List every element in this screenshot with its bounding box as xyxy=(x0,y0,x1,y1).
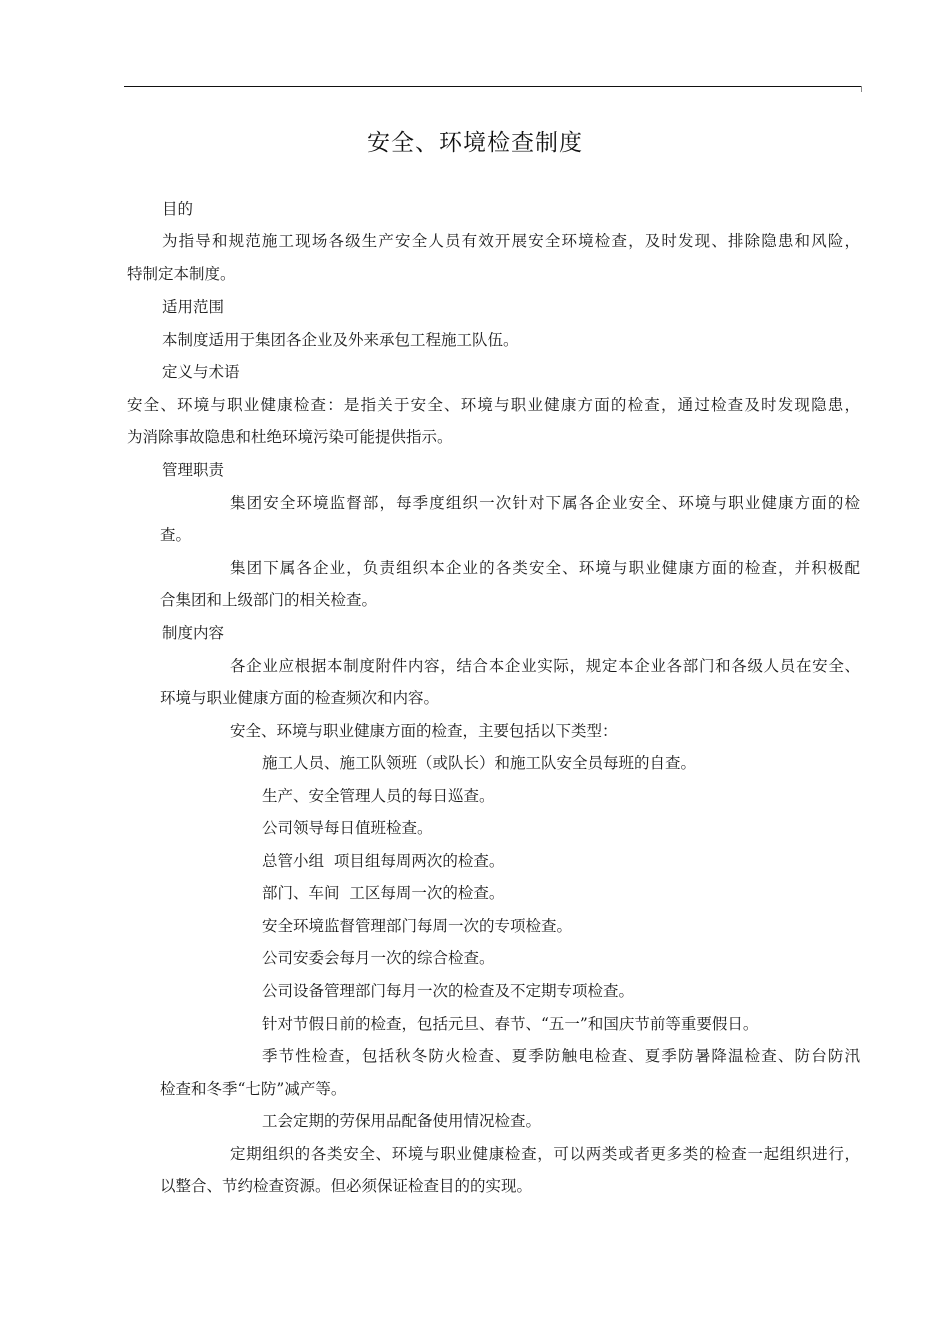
scope-text: 本制度适用于集团各企业及外来承包工程施工队伍。 xyxy=(162,331,519,349)
check-type-item: 公司安委会每月一次的综合检查。 xyxy=(262,949,495,967)
definition-text-line-2: 为消除事故隐患和杜绝环境污染可能提供指示。 xyxy=(127,428,453,446)
purpose-text-line-2: 特制定本制度。 xyxy=(127,265,236,283)
duty-2-line-1: 集团下属各企业，负责组织本企业的各类安全、环境与职业健康方面的检查，并积极配 xyxy=(230,559,860,577)
check-type-item: 公司领导每日值班检查。 xyxy=(262,819,433,837)
header-rule-tick xyxy=(861,86,862,92)
check-type-item: 总管小组 项目组每周两次的检查。 xyxy=(262,852,505,870)
check-type-item: 公司设备管理部门每月一次的检查及不定期专项检查。 xyxy=(262,982,635,1000)
purpose-heading: 目的 xyxy=(162,200,194,218)
union-check: 工会定期的劳保用品配备使用情况检查。 xyxy=(262,1112,542,1130)
duty-2-line-2: 合集团和上级部门的相关检查。 xyxy=(160,591,378,609)
content-2: 安全、环境与职业健康方面的检查，主要包括以下类型： xyxy=(230,722,618,740)
header-rule xyxy=(124,86,862,87)
closing-line-2: 以整合、节约检查资源。但必须保证检查目的的实现。 xyxy=(160,1177,533,1195)
duty-1-line-2: 查。 xyxy=(160,526,192,544)
seasonal-check-line-1: 季节性检查，包括秋冬防火检查、夏季防触电检查、夏季防暑降温检查、防台防汛 xyxy=(262,1047,860,1065)
duty-1-line-1: 集团安全环境监督部，每季度组织一次针对下属各企业安全、环境与职业健康方面的检 xyxy=(230,494,860,512)
definition-text-line-1: 安全、环境与职业健康检查：是指关于安全、环境与职业健康方面的检查，通过检查及时发现隐患， xyxy=(127,396,860,414)
check-type-item: 针对节假日前的检查，包括元旦、春节、“五一”和国庆节前等重要假日。 xyxy=(262,1015,759,1033)
seasonal-check-line-2: 检查和冬季“七防”减产等。 xyxy=(160,1080,347,1098)
closing-line-1: 定期组织的各类安全、环境与职业健康检查，可以两类或者更多类的检查一起组织进行， xyxy=(230,1145,860,1163)
check-type-item: 生产、安全管理人员的每日巡查。 xyxy=(262,787,495,805)
definition-heading: 定义与术语 xyxy=(162,363,240,381)
check-type-item: 安全环境监督管理部门每周一次的专项检查。 xyxy=(262,917,573,935)
content-1-line-2: 环境与职业健康方面的检查频次和内容。 xyxy=(160,689,440,707)
document-title: 安全、环境检查制度 xyxy=(367,130,583,156)
scope-heading: 适用范围 xyxy=(162,298,225,316)
content-1-line-1: 各企业应根据本制度附件内容，结合本企业实际，规定本企业各部门和各级人员在安全、 xyxy=(230,657,860,675)
check-type-item: 部门、车间 工区每周一次的检查。 xyxy=(262,884,505,902)
duty-heading: 管理职责 xyxy=(162,461,225,479)
purpose-text-line-1: 为指导和规范施工现场各级生产安全人员有效开展安全环境检查，及时发现、排除隐患和风险， xyxy=(162,232,860,250)
check-type-item: 施工人员、施工队领班（或队长）和施工队安全员每班的自查。 xyxy=(262,754,697,772)
content-heading: 制度内容 xyxy=(162,624,225,642)
